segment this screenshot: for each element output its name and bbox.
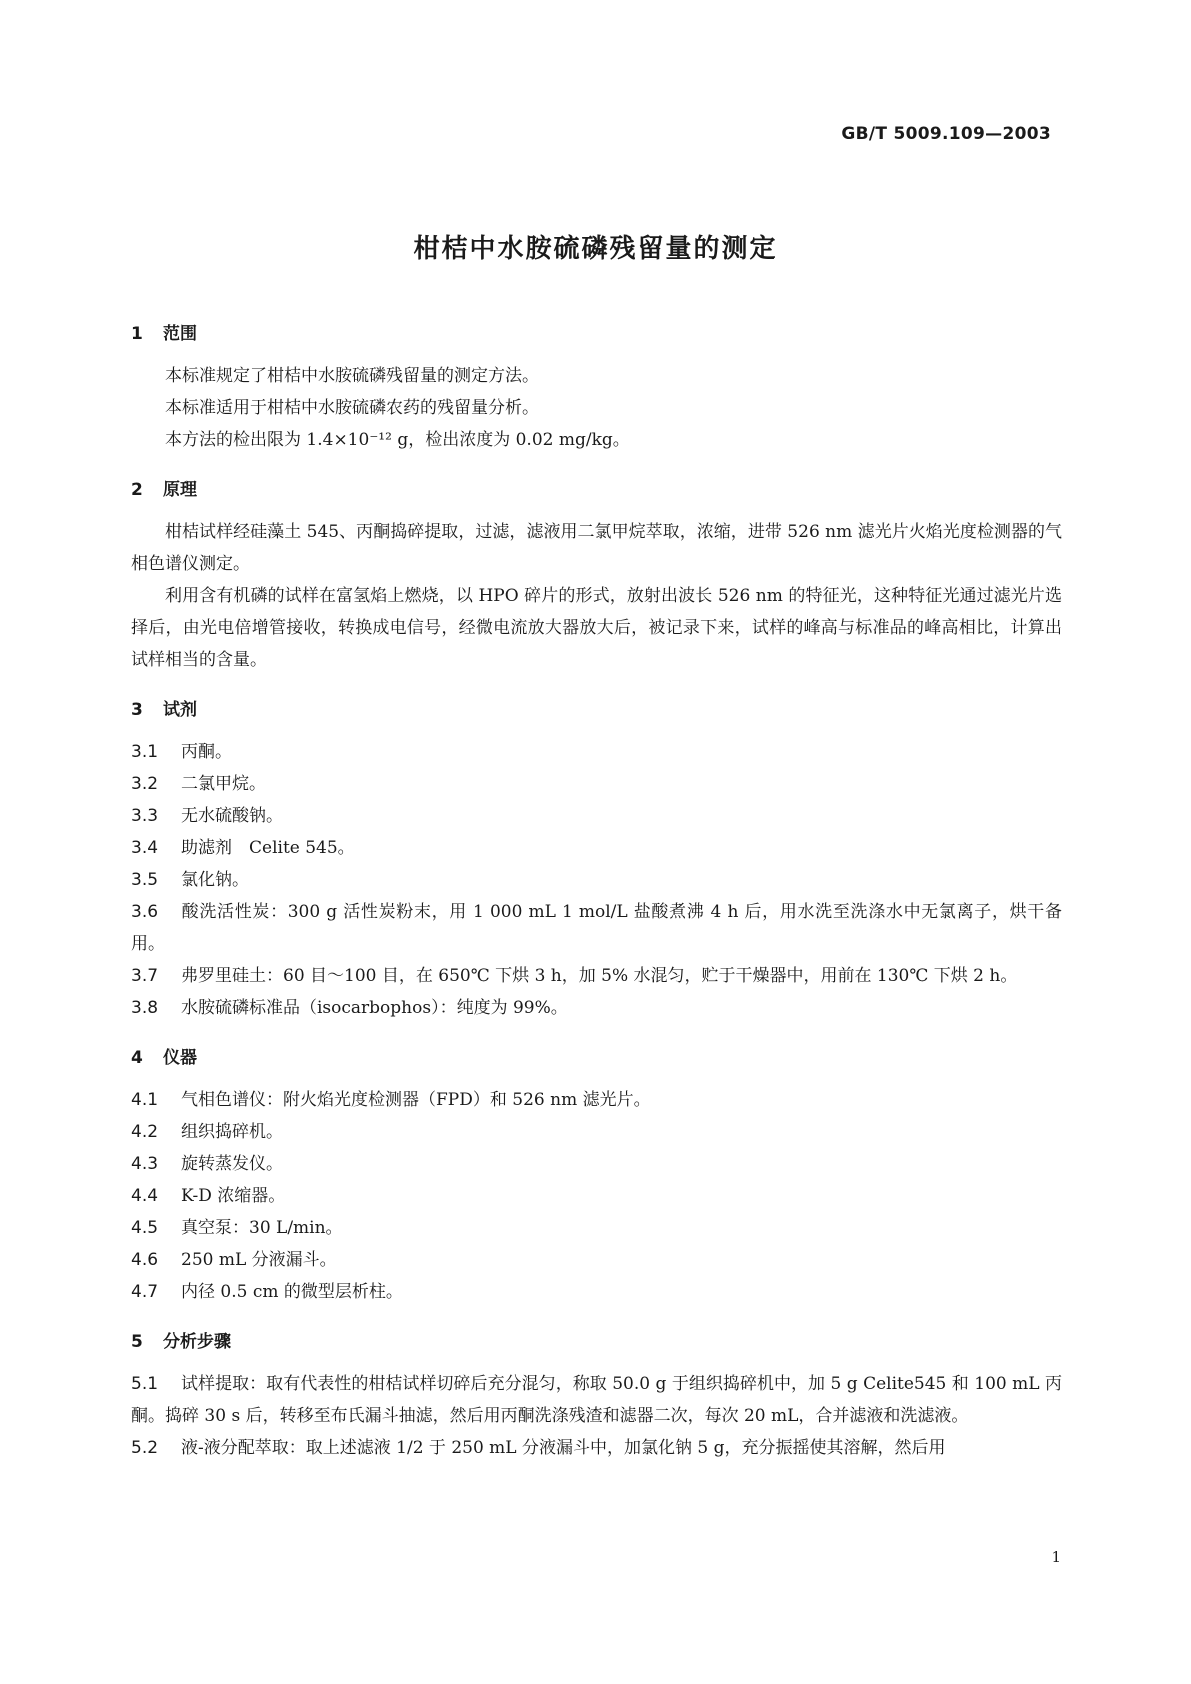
list-item — [131, 736, 1062, 768]
list-item — [131, 1084, 1062, 1116]
item-number: 3.7 — [131, 966, 159, 986]
paragraph: 本标准规定了柑桔中水胺硫磷残留量的测定方法。 — [165, 366, 539, 386]
item-text: 内径 0.5 cm 的微型层析柱。 — [181, 1282, 403, 1302]
list-item — [131, 1212, 1062, 1244]
list-item — [131, 768, 1062, 800]
item-text: 真空泵：30 L/min。 — [181, 1218, 343, 1238]
item-text: K-D 浓缩器。 — [181, 1186, 286, 1206]
list-item — [131, 1116, 1062, 1148]
item-number: 3.8 — [131, 998, 159, 1018]
item-number: 4.6 — [131, 1250, 159, 1270]
item-number: 4.7 — [131, 1282, 159, 1302]
item-number: 5.2 — [131, 1438, 159, 1458]
item-number: 3.4 — [131, 838, 159, 858]
paragraph: 本方法的检出限为 1.4×10⁻¹² g，检出浓度为 0.02 mg/kg。 — [165, 430, 630, 450]
section-number: 5 — [131, 1332, 143, 1352]
section-number: 2 — [131, 480, 143, 500]
item-number: 3.1 — [131, 742, 159, 762]
item-number: 4.3 — [131, 1154, 159, 1174]
document-title: 柑桔中水胺硫磷残留量的测定 — [413, 234, 778, 264]
item-text: 丙酮。 — [181, 742, 232, 762]
section-heading-apparatus — [131, 1046, 1062, 1070]
item-text: 气相色谱仪：附火焰光度检测器（FPD）和 526 nm 滤光片。 — [181, 1090, 651, 1110]
item-text: 二氯甲烷。 — [181, 774, 266, 794]
section-title: 分析步骤 — [163, 1332, 231, 1352]
item-text: 无水硫酸钠。 — [181, 806, 283, 826]
item-text: 试样提取：取有代表性的柑桔试样切碎后充分混匀，称取 50.0 g 于组织捣碎机中，加 5 g Celite545 和 100 mL 丙酮。捣碎 30 s 后，转移至布氏漏斗抽滤，然后用丙酮洗涤残渣和滤器二次，每次 20 mL，合并滤液和洗滤液。 — [131, 1374, 1062, 1426]
list-item — [131, 960, 1062, 992]
list-item — [131, 1244, 1062, 1276]
item-text: 酸洗活性炭：300 g 活性炭粉末，用 1 000 mL 1 mol/L 盐酸煮沸 4 h 后，用水洗至洗涤水中无氯离子，烘干备用。 — [131, 902, 1062, 954]
item-number: 5.1 — [131, 1374, 159, 1394]
section-heading-principle — [131, 478, 1062, 502]
section-number: 3 — [131, 700, 143, 720]
section-title: 范围 — [163, 324, 197, 344]
list-item — [131, 1432, 1062, 1464]
section-number: 1 — [131, 324, 143, 344]
section-title: 仪器 — [163, 1048, 197, 1068]
standard-code: GB/T 5009.109—2003 — [841, 124, 1051, 144]
list-item — [131, 1276, 1062, 1308]
item-number: 4.2 — [131, 1122, 159, 1142]
list-item — [131, 864, 1062, 896]
item-text: 助滤剂 Celite 545。 — [181, 838, 355, 858]
section-title: 原理 — [163, 480, 197, 500]
item-text: 液-液分配萃取：取上述滤液 1/2 于 250 mL 分液漏斗中，加氯化钠 5 g，充分振摇使其溶解，然后用 — [181, 1438, 946, 1458]
section-heading-scope — [131, 322, 1062, 346]
item-text: 水胺硫磷标准品（isocarbophos）：纯度为 99%。 — [181, 998, 568, 1018]
document-body — [131, 322, 1062, 1464]
item-number: 4.4 — [131, 1186, 159, 1206]
section-number: 4 — [131, 1048, 143, 1068]
list-item — [131, 896, 1062, 960]
item-text: 弗罗里硅土：60 目～100 目，在 650℃ 下烘 3 h，加 5% 水混匀，贮于干燥器中，用前在 130℃ 下烘 2 h。 — [181, 966, 1018, 986]
section-title: 试剂 — [163, 700, 197, 720]
item-number: 3.3 — [131, 806, 159, 826]
item-number: 3.5 — [131, 870, 159, 890]
list-item — [131, 1148, 1062, 1180]
item-text: 氯化钠。 — [181, 870, 249, 890]
paragraph: 本标准适用于柑桔中水胺硫磷农药的残留量分析。 — [165, 398, 539, 418]
list-item — [131, 800, 1062, 832]
list-item — [131, 992, 1062, 1024]
item-number: 4.1 — [131, 1090, 159, 1110]
paragraph: 利用含有机磷的试样在富氢焰上燃烧，以 HPO 碎片的形式，放射出波长 526 nm 的特征光，这种特征光通过滤光片选择后，由光电倍增管接收，转换成电信号，经微电流放大器放大后，被记录下来，试样的峰高与标准品的峰高相比，计算出试样相当的含量。 — [131, 586, 1062, 670]
list-item — [131, 1368, 1062, 1432]
item-text: 250 mL 分液漏斗。 — [181, 1250, 337, 1270]
item-text: 旋转蒸发仪。 — [181, 1154, 283, 1174]
paragraph: 柑桔试样经硅藻土 545、丙酮捣碎提取，过滤，滤液用二氯甲烷萃取，浓缩，进带 526 nm 滤光片火焰光度检测器的气相色谱仪测定。 — [131, 522, 1062, 574]
item-number: 3.6 — [131, 902, 159, 922]
item-number: 4.5 — [131, 1218, 159, 1238]
list-item — [131, 1180, 1062, 1212]
list-item — [131, 832, 1062, 864]
section-heading-procedure — [131, 1330, 1062, 1354]
page-number: 1 — [1051, 1548, 1061, 1566]
item-number: 3.2 — [131, 774, 159, 794]
item-text: 组织捣碎机。 — [181, 1122, 283, 1142]
section-heading-reagents — [131, 698, 1062, 722]
